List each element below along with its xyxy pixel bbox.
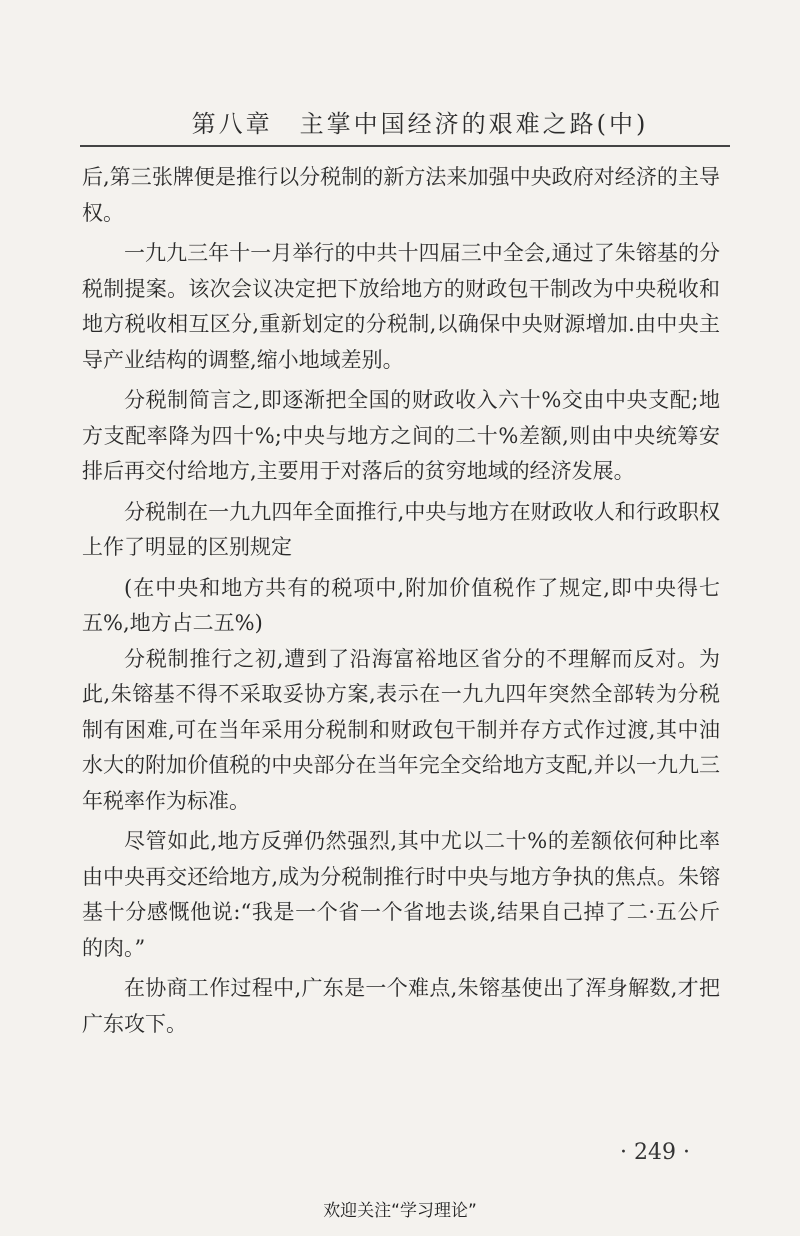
paragraph: 分税制推行之初,遭到了沿海富裕地区省分的不理解而反对。为此,朱镕基不得不采取妥协方案,表示在一九九四年突然全部转为分税制有困难,可在当年采用分税制和财政包干制并存方式作过渡,其中油水大的附加价值税的中央部分在当年完全交给地方支配,并以一九九三年税率作为标准。 [82, 646, 720, 813]
paragraph: 分税制简言之,即逐渐把全国的财政收入六十%交由中央支配;地方支配率降为四十%;中央与地方之间的二十%差额,则由中央统筹安排后再交付给地方,主要用于对落后的贫穷地域的经济发展。 [82, 388, 720, 483]
footer-watermark-note: 欢迎关注“学习理论” [323, 1201, 477, 1221]
parenthetical-note: (在中央和地方共有的税项中,附加价值税作了规定,即中央得七五%,地方占二五%) [82, 575, 720, 635]
paragraph: 分税制在一九九四年全面推行,中央与地方在财政收人和行政职权上作了明显的区别规定 [82, 499, 720, 559]
chapter-header-title: 第八章 主掌中国经济的艰难之路(中) [191, 110, 649, 138]
body-text [82, 160, 720, 1042]
page-number: · 249 · [620, 1140, 690, 1165]
paragraph: 后,第三张牌便是推行以分税制的新方法来加强中央政府对经济的主导权。 [82, 165, 720, 225]
header-rule [80, 145, 730, 147]
paragraph: 一九九三年十一月举行的中共十四届三中全会,通过了朱镕基的分税制提案。该次会议决定把下放给地方的财政包干制改为中央税收和地方税收相互区分,重新划定的分税制,以确保中央财源增加.由中央主导产业结构的调整,缩小地域差别。 [82, 241, 720, 372]
paragraph: 尽管如此,地方反弹仍然强烈,其中尤以二十%的差额依何种比率由中央再交还给地方,成为分税制推行时中央与地方争执的焦点。朱镕基十分感慨他说:“我是一个省一个省地去谈,结果自己掉了二·五公斤的肉。” [82, 829, 720, 960]
paragraph: 在协商工作过程中,广东是一个难点,朱镕基使出了浑身解数,才把广东攻下。 [82, 976, 720, 1036]
